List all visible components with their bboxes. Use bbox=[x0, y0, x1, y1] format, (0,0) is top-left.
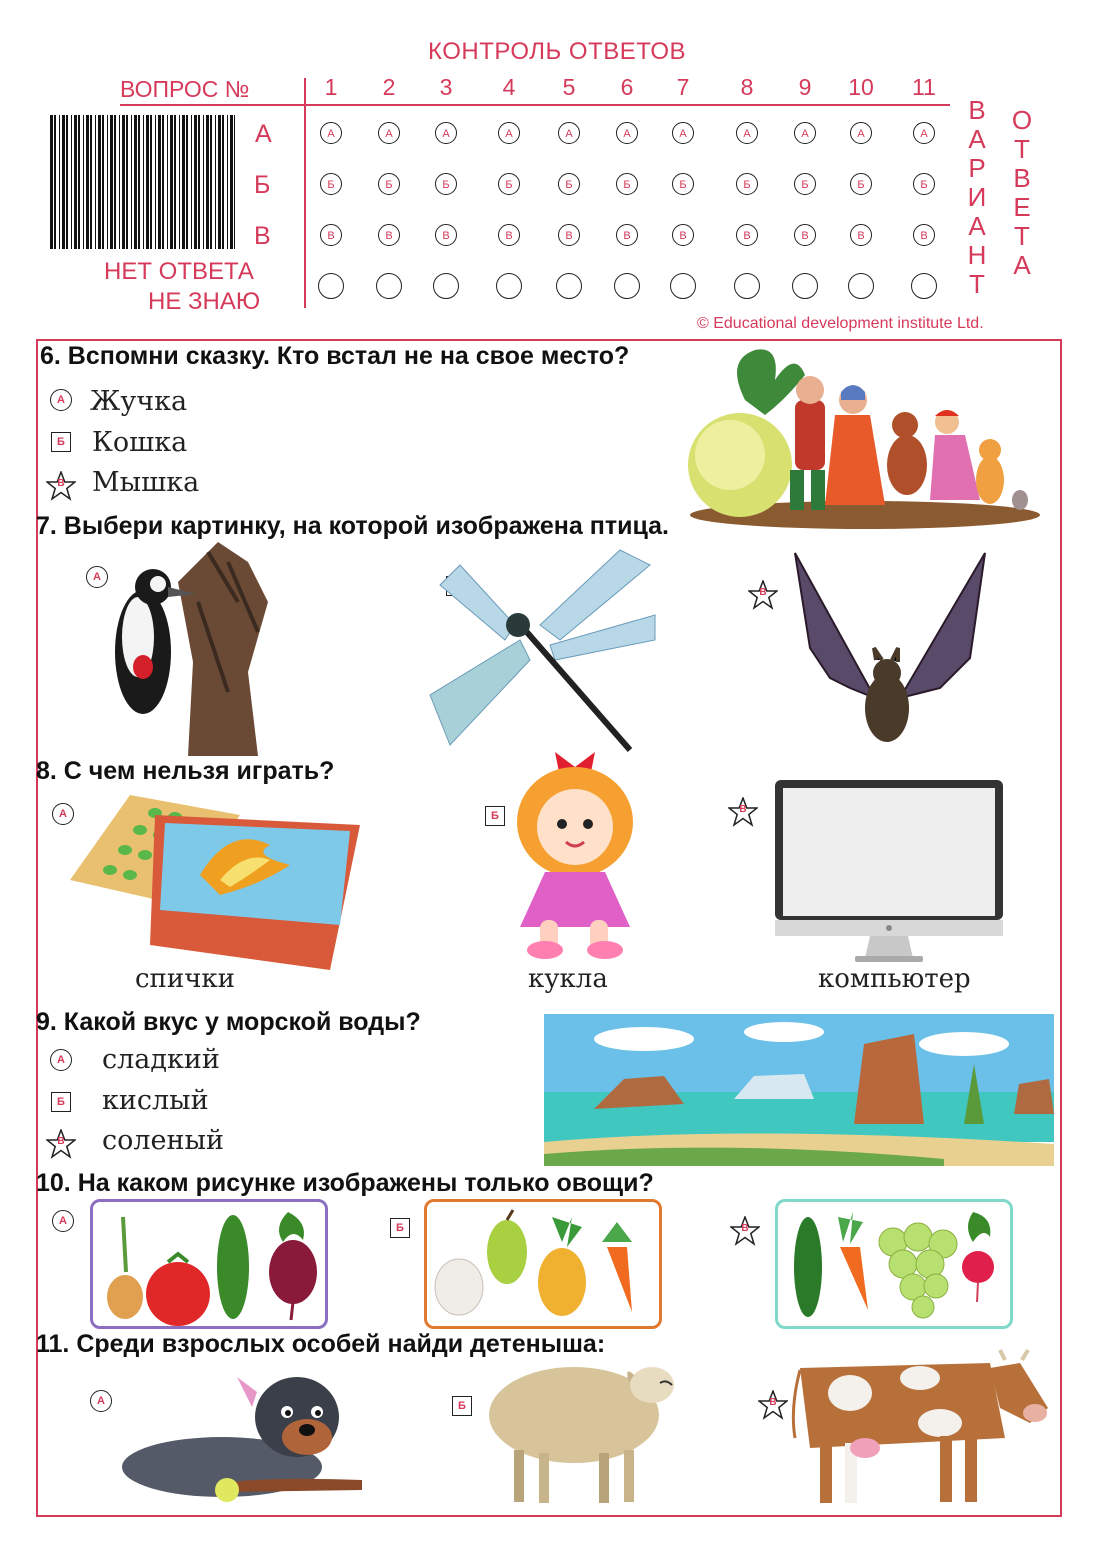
answer-letter: Т bbox=[1014, 134, 1030, 164]
q8-caption-computer: компьютер bbox=[818, 964, 971, 994]
answer-bubble-q7-v[interactable]: В bbox=[672, 224, 694, 246]
question-number-label: ВОПРОС № bbox=[120, 76, 250, 102]
doll-image[interactable] bbox=[500, 742, 650, 960]
row-label-v: В bbox=[254, 222, 271, 250]
question-number-3: 3 bbox=[439, 74, 453, 100]
q7-option-a-marker[interactable]: А bbox=[86, 566, 108, 588]
variant-letter: В bbox=[968, 95, 986, 125]
answer-bubble-q1-a[interactable]: А bbox=[320, 122, 342, 144]
q6-option-v-star-marker[interactable] bbox=[46, 471, 76, 501]
answer-bubble-q1-none[interactable] bbox=[318, 273, 344, 299]
q8-option-b-marker[interactable]: Б bbox=[485, 806, 505, 826]
answer-bubble-q1-b[interactable]: Б bbox=[320, 173, 342, 195]
answer-bubble-q6-v[interactable]: В bbox=[616, 224, 638, 246]
answer-bubble-q11-a[interactable]: А bbox=[913, 122, 935, 144]
answer-letter: В bbox=[1013, 163, 1031, 193]
answer-bubble-q10-a[interactable]: А bbox=[850, 122, 872, 144]
q6-option-b[interactable]: Кошка bbox=[92, 427, 188, 458]
q7-option-v-star-marker[interactable] bbox=[748, 580, 778, 610]
question-8: 8. С чем нельзя играть? bbox=[36, 757, 335, 785]
computer-monitor-image[interactable] bbox=[775, 780, 1003, 962]
q10-option-a-box[interactable] bbox=[90, 1199, 328, 1329]
q8-option-a-marker[interactable]: А bbox=[52, 803, 74, 825]
answer-bubble-q9-b[interactable]: Б bbox=[794, 173, 816, 195]
answer-bubble-q5-none[interactable] bbox=[556, 273, 582, 299]
question-number-2: 2 bbox=[382, 74, 396, 100]
variant-letter: Н bbox=[967, 240, 987, 270]
answer-bubble-q6-a[interactable]: А bbox=[616, 122, 638, 144]
answer-bubble-q7-none[interactable] bbox=[670, 273, 696, 299]
answer-bubble-q2-a[interactable]: А bbox=[378, 122, 400, 144]
star-marker-letter: В bbox=[769, 1397, 777, 1408]
answer-bubble-q2-none[interactable] bbox=[376, 273, 402, 299]
q11-option-v-star-marker[interactable] bbox=[758, 1390, 788, 1420]
variant-letter: А bbox=[968, 211, 986, 241]
question-number-11: 11 bbox=[912, 74, 936, 100]
answer-bubble-q8-b[interactable]: Б bbox=[736, 173, 758, 195]
mixed-produce-set-b bbox=[427, 1202, 659, 1326]
q9-option-v-star-marker[interactable] bbox=[46, 1129, 76, 1159]
answer-letter: О bbox=[1011, 105, 1033, 135]
question-10: 10. На каком рисунке изображены только овощи? bbox=[36, 1169, 654, 1197]
question-6: 6. Вспомни сказку. Кто встал не на свое место? bbox=[40, 342, 630, 370]
answer-bubble-q9-none[interactable] bbox=[792, 273, 818, 299]
star-marker-letter: В bbox=[57, 1136, 65, 1147]
column-divider bbox=[304, 78, 306, 308]
row-label-b: Б bbox=[254, 171, 271, 199]
answer-bubble-q4-v[interactable]: В bbox=[498, 224, 520, 246]
question-number-10: 10 bbox=[848, 74, 874, 100]
q8-caption-doll: кукла bbox=[528, 964, 608, 994]
answer-bubble-q3-b[interactable]: Б bbox=[435, 173, 457, 195]
question-7: 7. Выбери картинку, на которой изображена птица. bbox=[36, 512, 669, 540]
answer-bubble-q2-b[interactable]: Б bbox=[378, 173, 400, 195]
answer-bubble-q4-b[interactable]: Б bbox=[498, 173, 520, 195]
answer-bubble-q8-a[interactable]: А bbox=[736, 122, 758, 144]
answer-bubble-q10-none[interactable] bbox=[848, 273, 874, 299]
q9-option-a[interactable]: сладкий bbox=[102, 1044, 220, 1075]
answer-bubble-q1-v[interactable]: В bbox=[320, 224, 342, 246]
answer-bubble-q3-a[interactable]: А bbox=[435, 122, 457, 144]
variant-letter: А bbox=[968, 124, 986, 154]
question-number-9: 9 bbox=[798, 74, 812, 100]
sheep-image[interactable] bbox=[484, 1355, 684, 1505]
answer-bubble-q6-b[interactable]: Б bbox=[616, 173, 638, 195]
q6-option-a[interactable]: Жучка bbox=[90, 386, 188, 417]
question-number-1: 1 bbox=[324, 74, 338, 100]
answer-bubble-q5-a[interactable]: А bbox=[558, 122, 580, 144]
turnip-tale-illustration bbox=[685, 340, 1040, 530]
q6-option-a-marker[interactable]: А bbox=[50, 389, 72, 411]
vegetables-set-a bbox=[93, 1202, 325, 1326]
q6-option-v[interactable]: Мышка bbox=[92, 467, 200, 498]
answer-bubble-q3-v[interactable]: В bbox=[435, 224, 457, 246]
q9-option-b-marker[interactable]: Б bbox=[51, 1092, 71, 1112]
seascape-image bbox=[544, 1014, 1054, 1166]
q10-option-b-box[interactable] bbox=[424, 1199, 662, 1329]
question-number-7: 7 bbox=[676, 74, 690, 100]
answer-letter: Т bbox=[1014, 221, 1030, 251]
answer-letter: Е bbox=[1013, 192, 1031, 222]
question-number-4: 4 bbox=[502, 74, 516, 100]
answer-bubble-q7-b[interactable]: Б bbox=[672, 173, 694, 195]
answer-bubble-q10-b[interactable]: Б bbox=[850, 173, 872, 195]
q8-option-v-star-marker[interactable] bbox=[728, 797, 758, 827]
star-marker-letter: В bbox=[759, 587, 767, 598]
answer-bubble-q5-v[interactable]: В bbox=[558, 224, 580, 246]
mixed-produce-set-v bbox=[778, 1202, 1010, 1326]
barcode bbox=[50, 115, 235, 249]
answer-bubble-q9-a[interactable]: А bbox=[794, 122, 816, 144]
star-marker-letter: В bbox=[741, 1223, 749, 1234]
question-number-8: 8 bbox=[740, 74, 754, 100]
question-11: 11. Среди взрослых особей найди детеныша: bbox=[36, 1330, 606, 1358]
answer-bubble-q5-b[interactable]: Б bbox=[558, 173, 580, 195]
answer-bubble-q8-v[interactable]: В bbox=[736, 224, 758, 246]
row-label-a: А bbox=[255, 120, 272, 148]
question-number-6: 6 bbox=[620, 74, 634, 100]
q10-option-a-marker[interactable]: А bbox=[52, 1210, 74, 1232]
answer-bubble-q11-b[interactable]: Б bbox=[913, 173, 935, 195]
answer-sheet-title: КОНТРОЛЬ ОТВЕТОВ bbox=[428, 38, 687, 65]
matchbox-image[interactable] bbox=[70, 795, 360, 970]
q6-option-b-marker[interactable]: Б bbox=[51, 432, 71, 452]
q9-option-a-marker[interactable]: А bbox=[50, 1049, 72, 1071]
q10-option-v-star-marker[interactable] bbox=[730, 1216, 760, 1246]
answer-letter: А bbox=[1013, 250, 1031, 280]
question-number-5: 5 bbox=[562, 74, 576, 100]
variant-letter: Р bbox=[968, 153, 986, 183]
bat-image[interactable] bbox=[790, 548, 990, 763]
variant-letter: Т bbox=[969, 269, 985, 299]
answer-bubble-q4-none[interactable] bbox=[496, 273, 522, 299]
woodpecker-image[interactable] bbox=[98, 542, 276, 756]
answer-bubble-q8-none[interactable] bbox=[734, 273, 760, 299]
answer-bubble-q6-none[interactable] bbox=[614, 273, 640, 299]
answer-bubble-q10-v[interactable]: В bbox=[850, 224, 872, 246]
q10-option-v-box[interactable] bbox=[775, 1199, 1013, 1329]
q8-caption-matches: спички bbox=[135, 964, 235, 994]
answer-bubble-q3-none[interactable] bbox=[433, 273, 459, 299]
q10-option-b-marker[interactable]: Б bbox=[390, 1218, 410, 1238]
puppy-image[interactable] bbox=[112, 1372, 372, 1504]
q9-option-b[interactable]: кислый bbox=[102, 1085, 209, 1116]
dont-know-label: НЕ ЗНАЮ bbox=[148, 288, 261, 315]
header-divider bbox=[120, 104, 950, 106]
answer-bubble-q11-v[interactable]: В bbox=[913, 224, 935, 246]
answer-bubble-q2-v[interactable]: В bbox=[378, 224, 400, 246]
copyright: © Educational development institute Ltd. bbox=[697, 315, 984, 332]
answer-bubble-q4-a[interactable]: А bbox=[498, 122, 520, 144]
answer-bubble-q7-a[interactable]: А bbox=[672, 122, 694, 144]
variant-letter: И bbox=[967, 182, 987, 212]
star-marker-letter: В bbox=[739, 804, 747, 815]
dragonfly-image[interactable] bbox=[420, 545, 660, 760]
question-9: 9. Какой вкус у морской воды? bbox=[36, 1008, 421, 1036]
star-marker-letter: В bbox=[57, 478, 65, 489]
cow-image[interactable] bbox=[790, 1348, 1055, 1508]
q11-option-a-marker[interactable]: А bbox=[90, 1390, 112, 1412]
q9-option-v[interactable]: соленый bbox=[102, 1125, 224, 1156]
no-answer-label: НЕТ ОТВЕТА bbox=[104, 258, 254, 285]
q11-option-b-marker[interactable]: Б bbox=[452, 1396, 472, 1416]
answer-bubble-q11-none[interactable] bbox=[911, 273, 937, 299]
answer-bubble-q9-v[interactable]: В bbox=[794, 224, 816, 246]
